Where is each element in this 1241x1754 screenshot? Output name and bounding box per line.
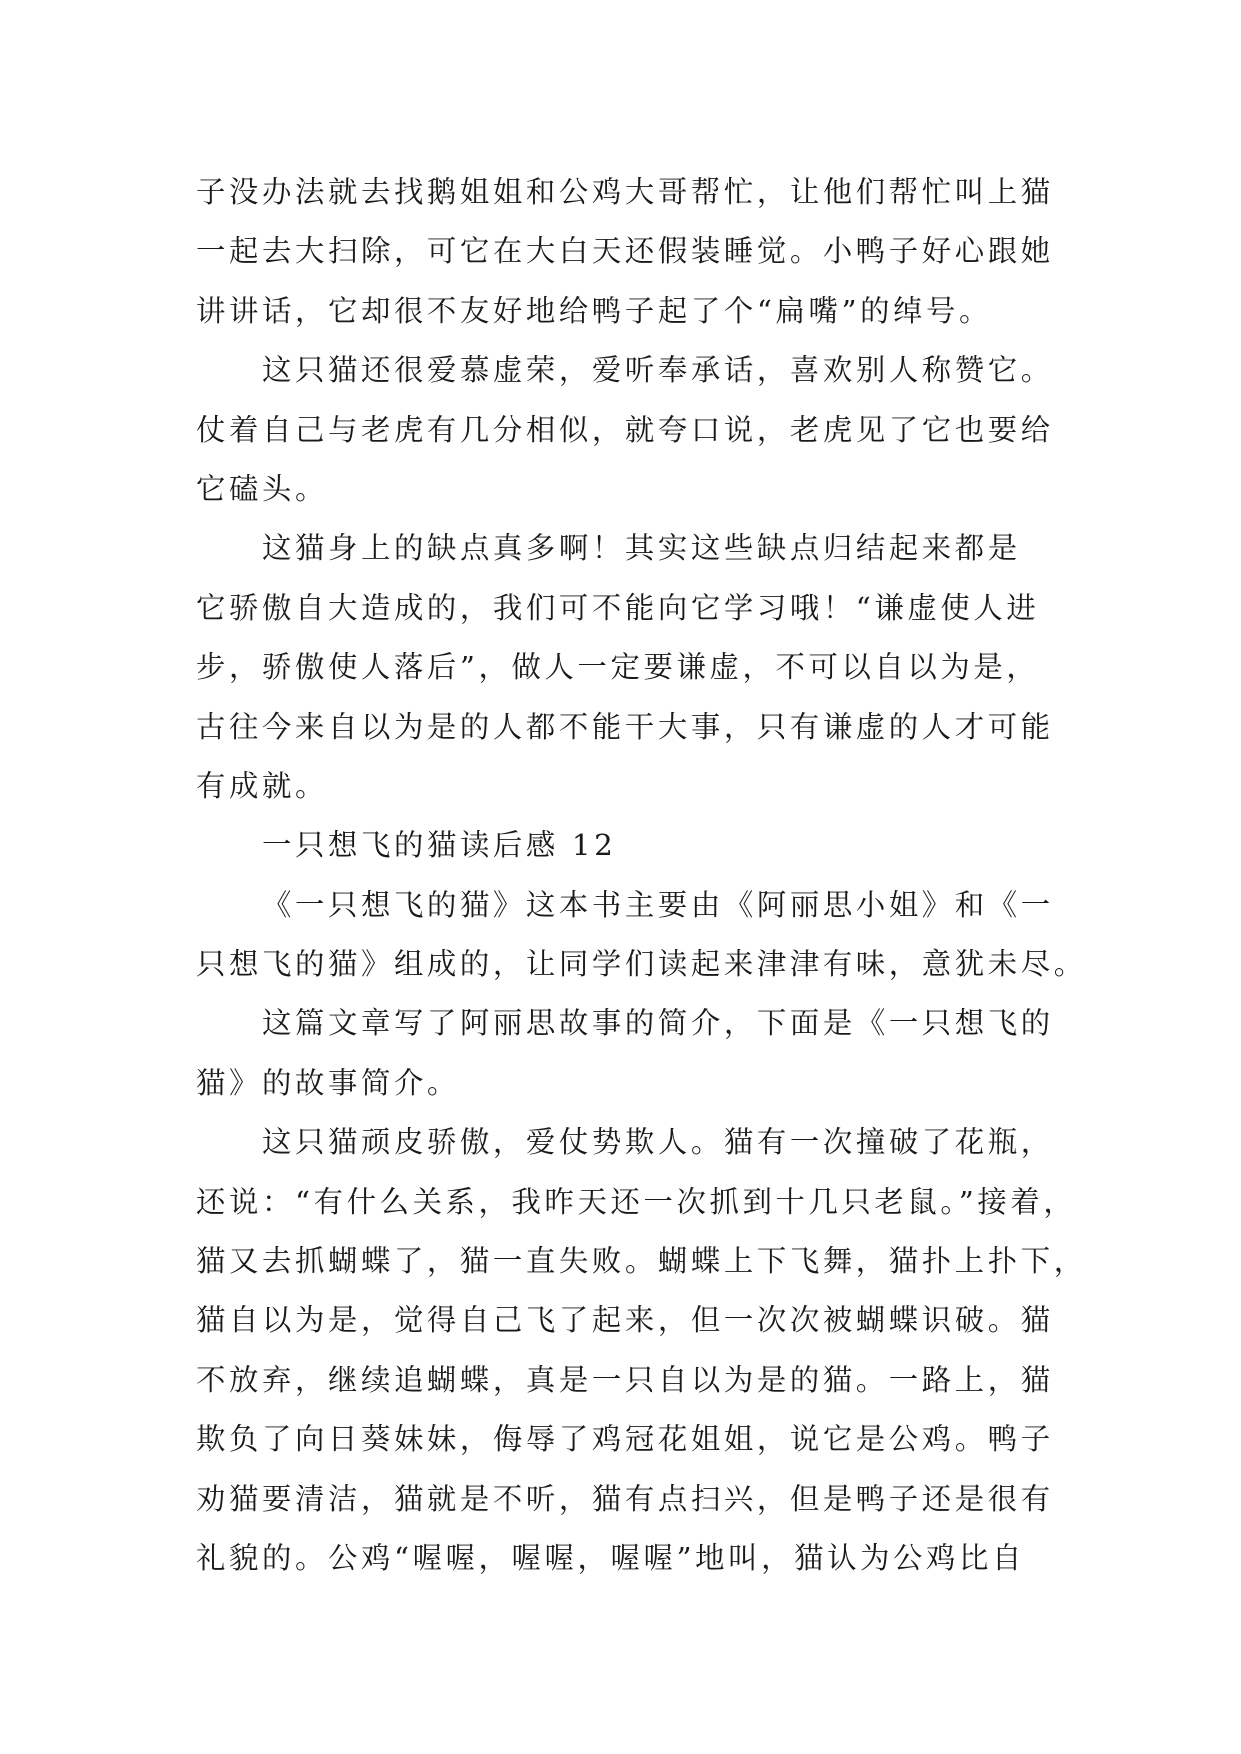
text-line: 猫又去抓蝴蝶了，猫一直失败。蝴蝶上下飞舞，猫扑上扑下， xyxy=(196,1244,1087,1279)
paragraph-start-line: 《一只想飞的猫》这本书主要由《阿丽思小姐》和《一 xyxy=(262,887,1054,922)
body-text xyxy=(196,163,1087,1588)
text-line: 只想飞的猫》组成的，让同学们读起来津津有味，意犹未尽。 xyxy=(196,947,1087,982)
text-line: 步，骄傲使人落后”，做人一定要谦虚，不可以自以为是， xyxy=(196,650,1040,685)
text-line: 它磕头。 xyxy=(196,471,328,506)
text-line: 仗着自己与老虎有几分相似，就夸口说，老虎见了它也要给 xyxy=(196,412,1054,447)
section-heading: 一只想飞的猫读后感 12 xyxy=(262,828,617,863)
text-line: 讲讲话，它却很不友好地给鸭子起了个“扁嘴”的绰号。 xyxy=(196,293,993,328)
paragraph-start-line: 这只猫还很爱慕虚荣，爱听奉承话，喜欢别人称赞它。 xyxy=(262,353,1054,388)
paragraph-start-line: 这猫身上的缺点真多啊！其实这些缺点归结起来都是 xyxy=(262,531,1021,566)
text-line: 一起去大扫除，可它在大白天还假装睡觉。小鸭子好心跟她 xyxy=(196,234,1054,269)
paragraph-start-line: 这只猫顽皮骄傲，爱仗势欺人。猫有一次撞破了花瓶， xyxy=(262,1125,1054,1160)
text-line: 它骄傲自大造成的，我们可不能向它学习哦！“谦虚使人进 xyxy=(196,590,1040,625)
text-line: 子没办法就去找鹅姐姐和公鸡大哥帮忙，让他们帮忙叫上猫 xyxy=(196,175,1054,209)
text-line: 礼貌的。公鸡“喔喔，喔喔，喔喔”地叫，猫认为公鸡比自 xyxy=(196,1540,1026,1575)
paragraph-start-line: 这篇文章写了阿丽思故事的简介，下面是《一只想飞的 xyxy=(262,1006,1054,1041)
text-line: 还说：“有什么关系，我昨天还一次抓到十几只老鼠。”接着， xyxy=(196,1184,1077,1219)
text-line: 欺负了向日葵妹妹，侮辱了鸡冠花姐姐，说它是公鸡。鸭子 xyxy=(196,1422,1054,1457)
text-line: 劝猫要清洁，猫就是不听，猫有点扫兴，但是鸭子还是很有 xyxy=(196,1481,1054,1516)
text-line: 猫自以为是，觉得自己飞了起来，但一次次被蝴蝶识破。猫 xyxy=(196,1303,1054,1338)
text-line: 猫》的故事简介。 xyxy=(196,1065,460,1100)
text-line: 有成就。 xyxy=(196,768,328,803)
text-line: 不放弃，继续追蝴蝶，真是一只自以为是的猫。一路上，猫 xyxy=(196,1362,1054,1397)
text-line: 古往今来自以为是的人都不能干大事，只有谦虚的人才可能 xyxy=(196,709,1054,744)
